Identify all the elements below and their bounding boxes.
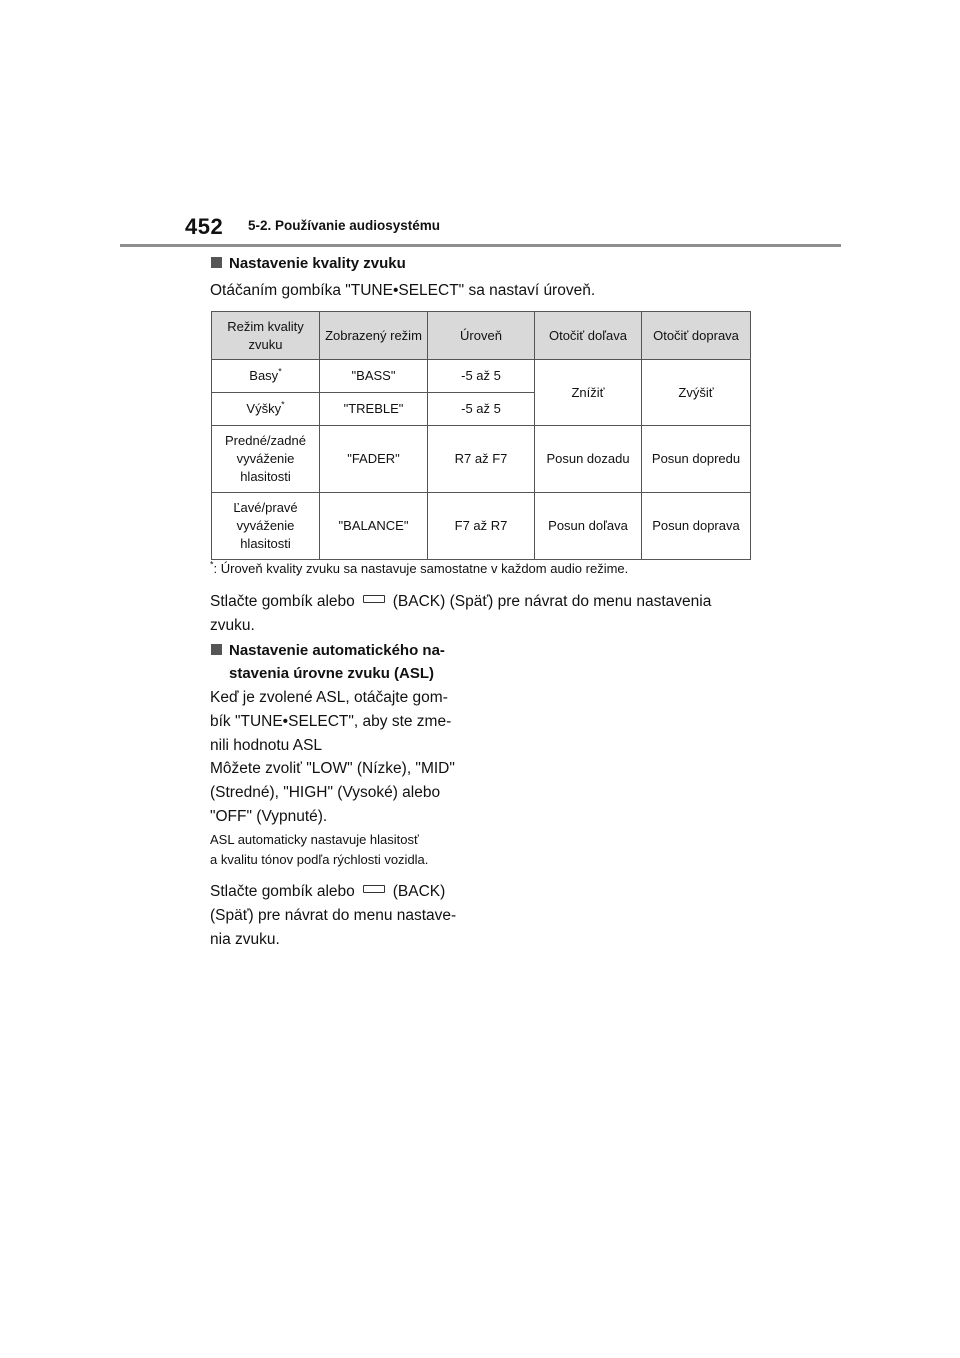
header-cell: Úroveň: [428, 312, 535, 360]
table-cell-right: Posun dopredu: [642, 426, 751, 493]
table-cell-display: "TREBLE": [320, 393, 428, 426]
heading-text: Nastavenie kvality zvuku: [229, 255, 406, 272]
bullet-square-icon: [211, 257, 222, 268]
table-cell-display: "FADER": [320, 426, 428, 493]
header-cell: Zobrazený režim: [320, 312, 428, 360]
back-button-icon: [363, 885, 385, 893]
back-instruction-2: Stlačte gombík alebo (BACK) (Späť) pre návrat do menu nastave- nia zvuku.: [210, 883, 457, 948]
table-cell-display: "BASS": [320, 360, 428, 393]
asl-paragraph-1: Keď je zvolené ASL, otáčajte gom- bík "TUNE•SELECT", aby ste zme- nili hodnotu ASL: [210, 689, 452, 754]
intro-text: Otáčaním gombíka "TUNE•SELECT" sa nastaví úroveň.: [210, 282, 596, 299]
header-cell: Režim kvality zvuku: [212, 312, 320, 360]
sound-settings-table: [211, 311, 751, 560]
table-cell-level: R7 až F7: [428, 426, 535, 493]
table-cell-left: Posun doľava: [535, 493, 642, 560]
table-cell-mode: Ľavé/pravé vyváženie hlasitosti: [212, 493, 320, 560]
table-row: [212, 426, 751, 493]
table-row: [212, 493, 751, 560]
header-cell: Otočiť doľava: [535, 312, 642, 360]
table-header-row: [212, 312, 751, 360]
header-rule: [120, 244, 841, 247]
section-title: 5-2. Používanie audiosystému: [248, 218, 441, 233]
table-cell-level: -5 až 5: [428, 393, 535, 426]
asl-paragraph-2: Môžete zvoliť "LOW" (Nízke), "MID" (Stredné), "HIGH" (Vysoké) alebo "OFF" (Vypnuté).: [210, 760, 455, 825]
table-cell-left: Posun dozadu: [535, 426, 642, 493]
table-cell-display: "BALANCE": [320, 493, 428, 560]
back-instruction: Stlačte gombík alebo (BACK) (Späť) pre návrat do menu nastavenia zvuku.: [210, 593, 712, 634]
footnote: *: Úroveň kvality zvuku sa nastavuje samostatne v každom audio režime.: [210, 559, 629, 576]
bullet-square-icon: [211, 644, 222, 655]
table-cell-left: Znížiť: [535, 360, 642, 426]
asl-note: ASL automaticky nastavuje hlasitosť a kvalitu tónov podľa rýchlosti vozidla.: [210, 832, 429, 867]
table-cell-mode: Basy*: [212, 360, 320, 393]
table-cell-level: -5 až 5: [428, 360, 535, 393]
heading-asl: Nastavenie automatického na- stavenia úrovne zvuku (ASL): [211, 639, 445, 685]
header-cell: Otočiť doprava: [642, 312, 751, 360]
table-cell-mode: Predné/zadné vyváženie hlasitosti: [212, 426, 320, 493]
table-cell-level: F7 až R7: [428, 493, 535, 560]
heading-sound-quality: [211, 252, 406, 276]
table-cell-mode: Výšky*: [212, 393, 320, 426]
back-button-icon: [363, 595, 385, 603]
page-number: 452: [185, 214, 224, 239]
table-row: [212, 360, 751, 393]
table-cell-right: Posun doprava: [642, 493, 751, 560]
table-cell-right: Zvýšiť: [642, 360, 751, 426]
